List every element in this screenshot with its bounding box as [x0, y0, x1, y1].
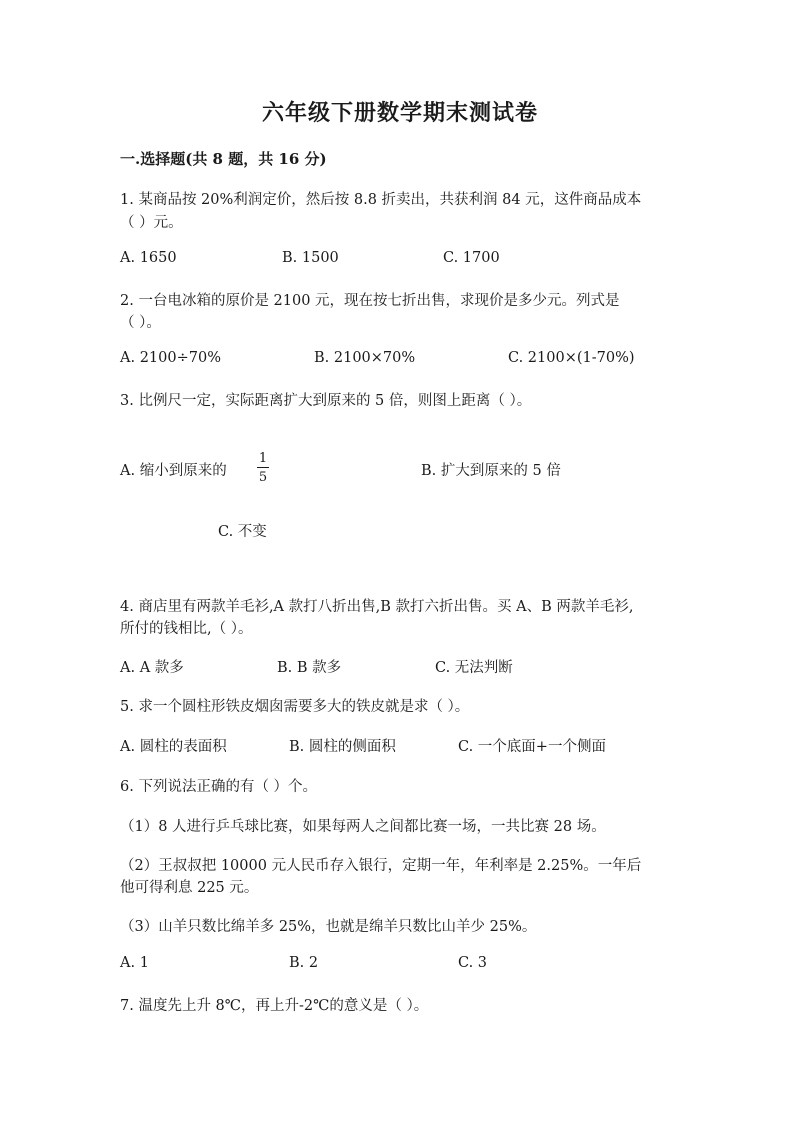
- question-2-option-a[interactable]: A. 2100÷70%: [120, 350, 221, 366]
- question-5-option-b[interactable]: B. 圆柱的侧面积: [289, 739, 396, 755]
- question-1-option-c[interactable]: C. 1700: [443, 250, 500, 266]
- fraction-numerator: 1: [258, 451, 268, 466]
- question-4-option-c[interactable]: C. 无法判断: [435, 660, 513, 676]
- section-heading: 一.选择题(共 8 题，共 16 分): [120, 150, 327, 168]
- question-2-text: 2. 一台电冰箱的原价是 2100 元，现在按七折出售，求现价是多少元。列式是: [120, 293, 620, 309]
- question-4-option-b[interactable]: B. B 款多: [277, 660, 342, 676]
- question-5-option-c[interactable]: C. 一个底面+一个侧面: [458, 739, 606, 755]
- statement-1: （1）8 人进行乒乓球比赛，如果每两人之间都比赛一场，一共比赛 28 场。: [120, 819, 606, 835]
- question-2-option-c[interactable]: C. 2100×(1-70%): [508, 350, 635, 366]
- question-7-text: 7. 温度先上升 8℃，再上升-2℃的意义是（ ）。: [120, 998, 429, 1014]
- question-3-text: 3. 比例尺一定，实际距离扩大到原来的 5 倍，则图上距离（ ）。: [120, 393, 532, 409]
- question-2-option-b[interactable]: B. 2100×70%: [314, 350, 416, 366]
- page-title: 六年级下册数学期末测试卷: [261, 100, 538, 126]
- question-6-option-b[interactable]: B. 2: [289, 955, 319, 971]
- fraction-denominator: 5: [258, 470, 268, 485]
- fraction-one-fifth: [256, 452, 270, 484]
- question-5-text: 5. 求一个圆柱形铁皮烟囱需要多大的铁皮就是求（ ）。: [120, 699, 470, 715]
- question-5-option-a[interactable]: A. 圆柱的表面积: [120, 739, 227, 755]
- question-3-option-b[interactable]: B. 扩大到原来的 5 倍: [421, 463, 561, 479]
- question-3-option-a[interactable]: A. 缩小到原来的: [120, 463, 227, 479]
- statement-2: （2）王叔叔把 10000 元人民币存入银行，定期一年，年利率是 2.25%。一年后: [120, 858, 642, 874]
- question-1-text-cont: （ ）元。: [120, 215, 183, 231]
- question-6-text: 6. 下列说法正确的有（ ）个。: [120, 779, 318, 795]
- question-3-option-c[interactable]: C. 不变: [218, 524, 267, 540]
- question-6-option-c[interactable]: C. 3: [458, 955, 488, 971]
- question-1-text: 1. 某商品按 20%利润定价，然后按 8.8 折卖出，共获利润 84 元，这件商品成本: [120, 192, 642, 208]
- question-4-text-cont: 所付的钱相比,（ ）。: [120, 621, 253, 637]
- question-1-option-b[interactable]: B. 1500: [282, 250, 339, 266]
- question-6-option-a[interactable]: A. 1: [120, 955, 149, 971]
- question-4-text: 4. 商店里有两款羊毛衫,A 款打八折出售,B 款打六折出售。买 A、B 两款羊毛衫,: [120, 599, 634, 615]
- statement-3: （3）山羊只数比绵羊多 25%，也就是绵羊只数比山羊少 25%。: [120, 919, 537, 935]
- question-4-option-a[interactable]: A. A 款多: [120, 660, 184, 676]
- question-1-option-a[interactable]: A. 1650: [120, 250, 177, 266]
- question-2-text-cont: （ ）。: [120, 315, 161, 331]
- statement-2-cont: 他可得利息 225 元。: [120, 880, 259, 896]
